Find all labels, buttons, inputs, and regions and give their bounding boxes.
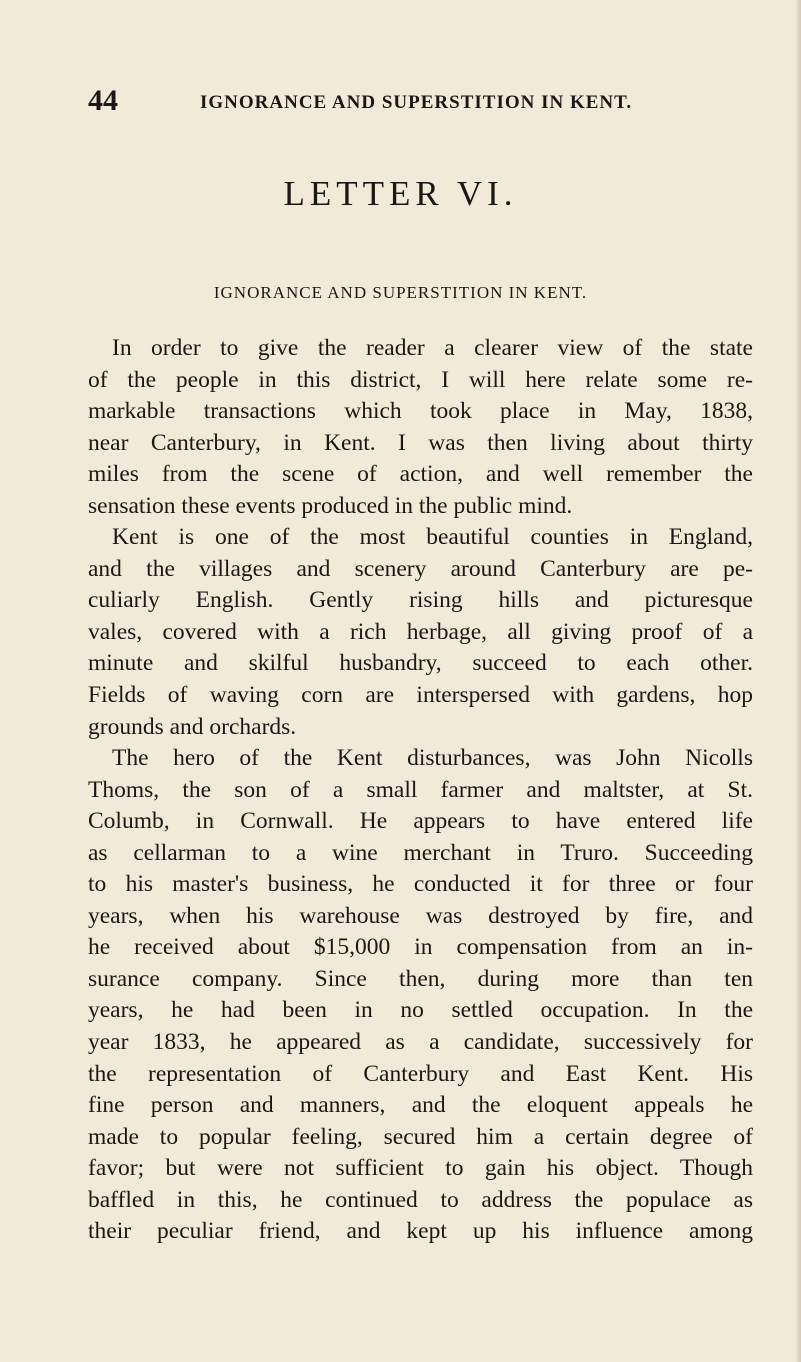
running-title: IGNORANCE AND SUPERSTITION IN KENT.	[200, 92, 633, 113]
body-line: the representation of Canterbury and East Kent. His	[88, 1060, 753, 1087]
chapter-title: IGNORANCE AND SUPERSTITION IN KENT.	[213, 283, 588, 302]
body-line: sensation these events produced in the public mind.	[88, 492, 573, 519]
page-number: 44	[88, 84, 118, 117]
letter-heading: LETTER VI.	[283, 174, 518, 213]
body-line: made to popular feeling, secured him a certain degree of	[88, 1123, 753, 1150]
body-line: Thoms, the son of a small farmer and maltster, at St.	[88, 776, 753, 803]
body-line: grounds and orchards.	[88, 713, 297, 740]
body-line: markable transactions which took place in May, 1838,	[88, 398, 753, 425]
body-line: Fields of waving corn are interspersed with gardens, hop	[88, 682, 753, 709]
body-line: and the villages and scenery around Canterbury are pe-	[88, 555, 753, 582]
body-line: near Canterbury, in Kent. I was then living about thirty	[88, 429, 753, 456]
body-line: as cellarman to a wine merchant in Truro. Succeeding	[88, 839, 753, 866]
body-line: favor; but were not sufficient to gain his object. Though	[88, 1155, 753, 1182]
body-line: miles from the scene of action, and well remember the	[88, 461, 753, 488]
body-line: of the people in this district, I will here relate some re-	[88, 366, 753, 393]
body-line: vales, covered with a rich herbage, all giving proof of a	[88, 618, 753, 645]
body-line: their peculiar friend, and kept up his influence among	[88, 1218, 753, 1245]
body-line: culiarly English. Gently rising hills and picturesque	[88, 587, 753, 614]
body-line: he received about $15,000 in compensation from an in-	[88, 934, 753, 961]
body-line: baffled in this, he continued to address the populace as	[88, 1186, 753, 1213]
body-line: years, when his warehouse was destroyed by fire, and	[88, 902, 753, 929]
body-line: minute and skilful husbandry, succeed to each other.	[88, 650, 753, 677]
running-head	[88, 86, 768, 116]
body-text	[88, 333, 753, 1248]
body-line: In order to give the reader a clearer view of the state	[112, 335, 753, 361]
body-line: surance company. Since then, during more than ten	[88, 965, 753, 992]
body-line: The hero of the Kent disturbances, was John Nicolls	[112, 745, 753, 772]
body-line: to his master's business, he conducted it for three or four	[88, 871, 753, 898]
body-line: year 1833, he appeared as a candidate, successively for	[88, 1029, 753, 1056]
body-line: years, he had been in no settled occupation. In the	[88, 997, 753, 1024]
body-line: Kent is one of the most beautiful counties in England,	[112, 524, 753, 551]
body-line: fine person and manners, and the eloquent appeals he	[88, 1092, 753, 1119]
body-line: Columb, in Cornwall. He appears to have entered life	[88, 808, 753, 835]
